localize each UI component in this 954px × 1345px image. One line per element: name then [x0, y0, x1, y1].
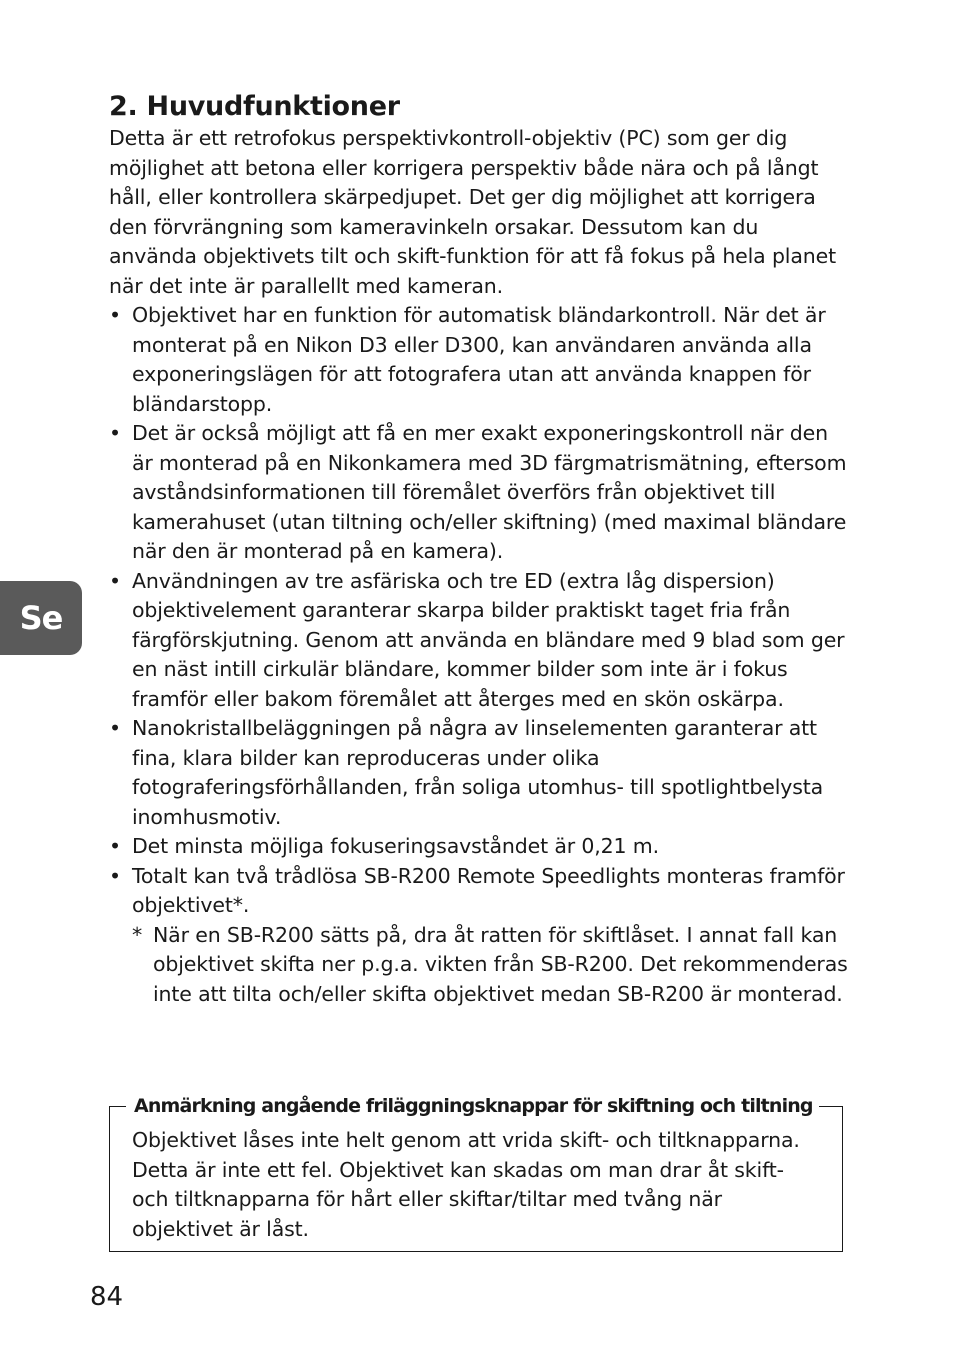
- list-item-text: Det minsta möjliga fokuseringsavståndet är 0,21 m.: [132, 834, 659, 858]
- list-item: [109, 301, 849, 419]
- note-box: [109, 1095, 843, 1252]
- footnote-text: När en SB-R200 sätts på, dra åt ratten för skiftlåset. I annat fall kan objektivet skifta ner p.g.a. vikten från SB-R200. Det rekommenderas inte att tilta och/eller skifta objektivet medan SB-R200 är monterad.: [153, 922, 848, 1006]
- language-tab-label: Se: [19, 599, 63, 637]
- page-number: 84: [90, 1282, 124, 1312]
- list-item-text: Totalt kan två trådlösa SB-R200 Remote Speedlights monteras framför objektivet*.: [132, 863, 845, 917]
- bullet-icon: •: [109, 834, 121, 858]
- bullet-icon: •: [109, 716, 121, 740]
- list-item: [109, 714, 849, 832]
- footnote: [132, 921, 849, 1010]
- list-item-text: Objektivet har en funktion för automatisk bländarkontroll. När det är monterat på en Nikon D3 eller D300, kan användaren använda alla exponeringslägen för att fotografera utan att använda knappen för bländarstopp.: [132, 303, 826, 416]
- section-heading: 2. Huvudfunktioner: [109, 91, 400, 122]
- bullet-icon: •: [109, 421, 121, 445]
- list-item: [109, 567, 849, 715]
- list-item: [109, 832, 849, 862]
- list-item-text: Användningen av tre asfäriska och tre ED (extra låg dispersion) objektivelement garanterar skarpa bilder praktiskt taget fria från färgförskjutning. Genom att använda en bländare med 9 blad som ger en näst intill cirkulär bländare, kommer bilder som inte är i fokus framför eller bakom föremålet att återges med en skön oskärpa.: [132, 568, 845, 711]
- section-body: [109, 124, 849, 1009]
- feature-list: [109, 301, 849, 921]
- list-item: [109, 862, 849, 921]
- list-item-text: Nanokristallbeläggningen på några av linselementen garanterar att fina, klara bilder kan reproduceras under olika fotograferingsförhållanden, från soliga utomhus- till spotlightbelysta inomhusmotiv.: [132, 716, 824, 829]
- note-title: Anmärkning angående friläggningsknappar för skiftning och tiltning: [126, 1093, 819, 1119]
- bullet-icon: •: [109, 863, 121, 888]
- list-item-text: Det är också möjligt att få en mer exakt exponeringskontroll när den är monterad på en Nikonkamera med 3D färgmatrismätning, eftersom avståndsinformationen till föremålet överförs från objektivet till kamerahuset (utan tiltning och/eller skiftning) (med maximal bländare när den är monterad på en kamera).: [132, 421, 847, 563]
- bullet-icon: •: [109, 568, 121, 593]
- bullet-icon: •: [109, 303, 121, 327]
- intro-paragraph: Detta är ett retrofokus perspektivkontroll-objektiv (PC) som ger dig möjlighet att betona eller korrigera perspektiv både nära och på långt håll, eller kontrollera skärpedjupet. Det ger dig möjlighet att korrigera den förvrängning som kameravinkeln orsakar. Dessutom kan du använda objektivets tilt och skift-funktion för att få fokus på hela planet när det inte är parallellt med kameran.: [109, 126, 836, 298]
- note-text: Objektivet låses inte helt genom att vrida skift- och tiltknapparna. Detta är inte ett fel. Objektivet kan skadas om man drar åt skift- och tiltknapparna för hårt eller skiftar/tiltar med tvång när objektivet är låst.: [132, 1128, 800, 1241]
- language-tab: [0, 581, 82, 655]
- asterisk-icon: *: [132, 922, 143, 947]
- list-item: [109, 419, 849, 567]
